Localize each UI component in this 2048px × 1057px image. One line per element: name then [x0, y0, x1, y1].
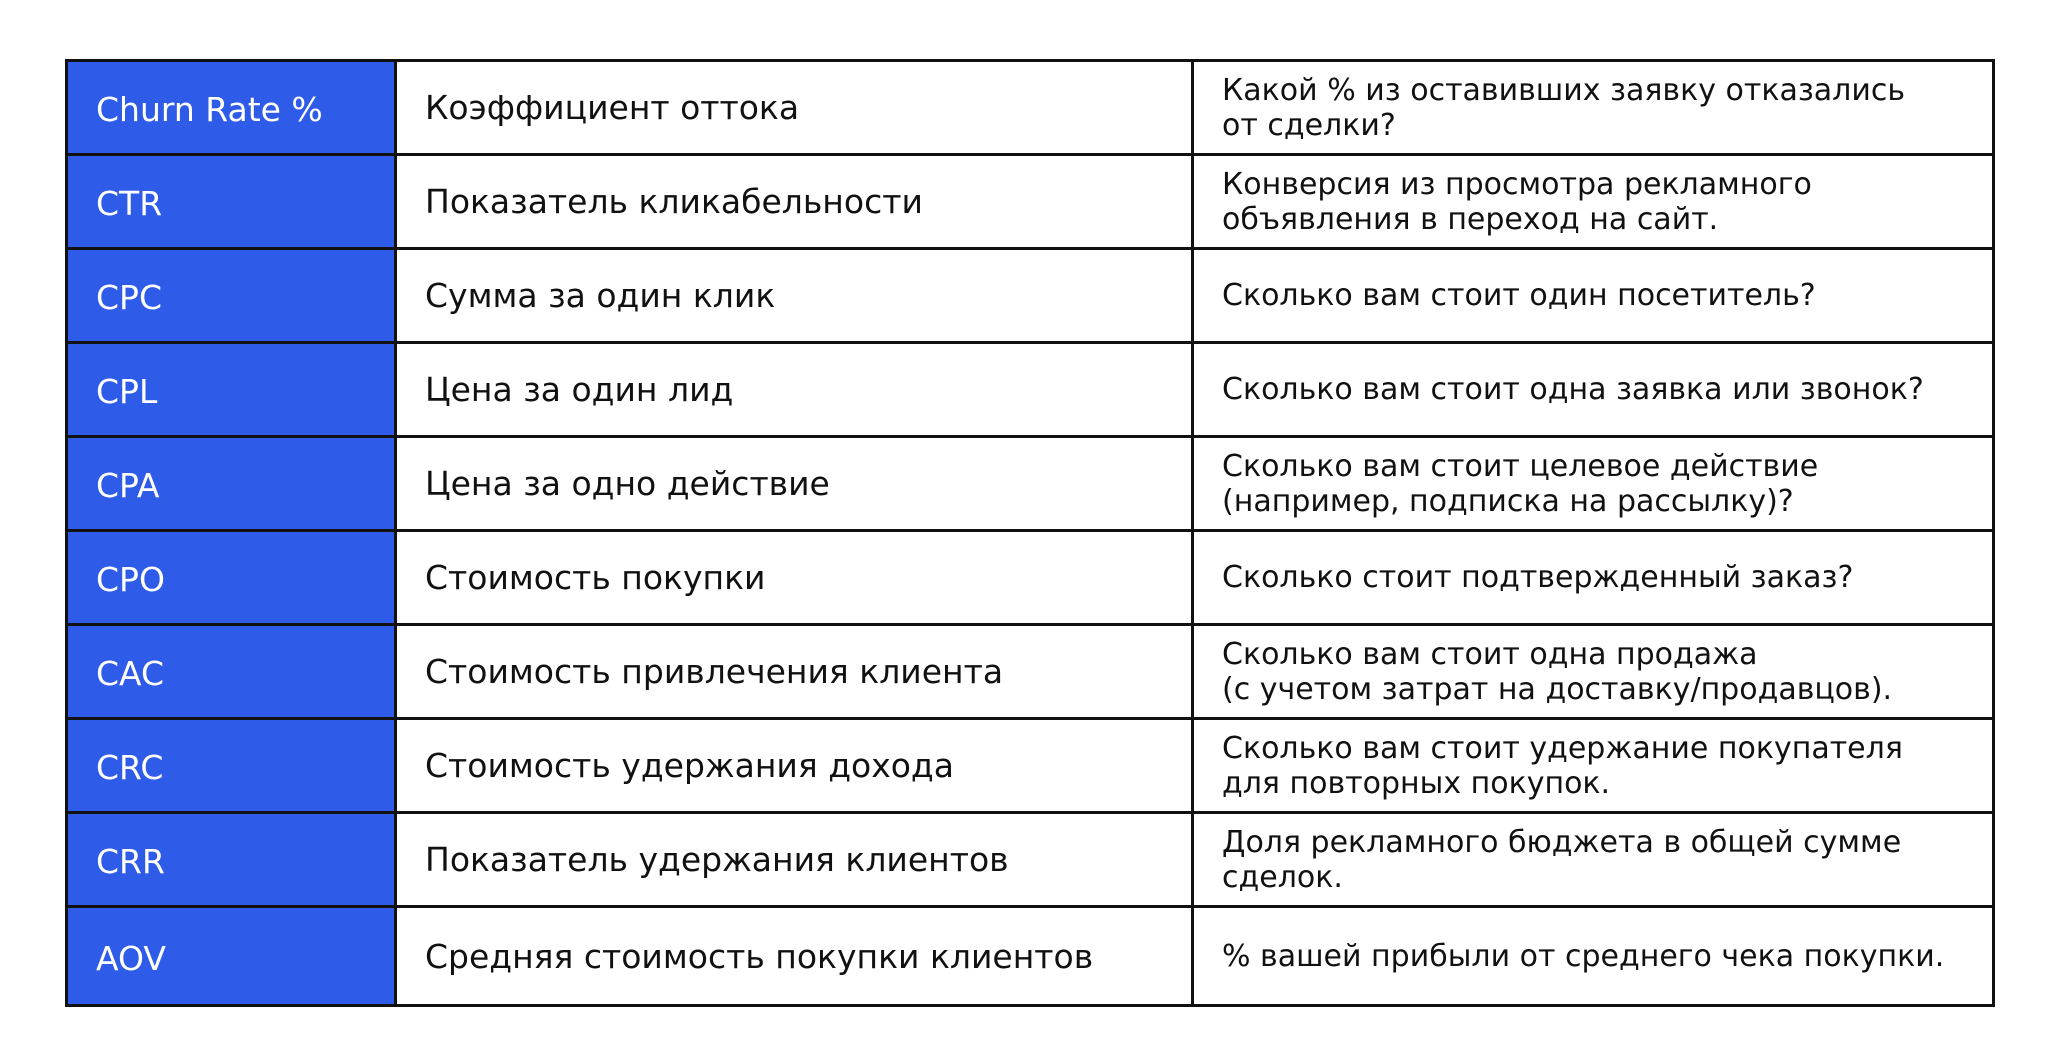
metric-name: Средняя стоимость покупки клиентов	[396, 907, 1193, 1006]
metric-abbreviation: AOV	[67, 907, 396, 1006]
metric-abbreviation: Churn Rate %	[67, 61, 396, 155]
metric-abbreviation: CPO	[67, 531, 396, 625]
metric-description: Сколько вам стоит одна заявка или звонок?	[1222, 372, 1924, 407]
table-row	[67, 343, 1994, 437]
metric-description-cell	[1193, 907, 1994, 1006]
metric-description: % вашей прибыли от среднего чека покупки.	[1222, 938, 1945, 974]
table-row	[67, 625, 1994, 719]
metric-name: Стоимость покупки	[396, 531, 1193, 625]
metric-name: Цена за один лид	[396, 343, 1193, 437]
metric-description-cell	[1193, 719, 1994, 813]
metric-abbreviation: CPC	[67, 249, 396, 343]
metric-name: Цена за одно действие	[396, 437, 1193, 531]
metric-description-cell	[1193, 437, 1994, 531]
metrics-table	[65, 59, 1995, 1007]
metric-description: Доля рекламного бюджета в общей сумме сделок.	[1222, 824, 1902, 895]
table-row	[67, 719, 1994, 813]
metric-description: Сколько стоит подтвержденный заказ?	[1222, 560, 1854, 595]
metric-abbreviation: CPL	[67, 343, 396, 437]
metric-description: Сколько вам стоит одна продажа (с учетом затрат на доставку/продавцов).	[1222, 636, 1893, 707]
metric-abbreviation: CAC	[67, 625, 396, 719]
metric-name: Коэффициент оттока	[396, 61, 1193, 155]
metric-name: Стоимость удержания дохода	[396, 719, 1193, 813]
metric-name: Показатель кликабельности	[396, 155, 1193, 249]
metric-abbreviation: CRC	[67, 719, 396, 813]
table-row	[67, 61, 1994, 155]
table-row	[67, 249, 1994, 343]
metric-description: Какой % из оставивших заявку отказались от сделки?	[1222, 72, 1906, 143]
metric-abbreviation: CTR	[67, 155, 396, 249]
table-row	[67, 907, 1994, 1006]
metric-description-cell	[1193, 813, 1994, 907]
metric-description-cell	[1193, 531, 1994, 625]
metric-abbreviation: CRR	[67, 813, 396, 907]
metric-description-cell	[1193, 625, 1994, 719]
metric-abbreviation: CPA	[67, 437, 396, 531]
metric-description: Сколько вам стоит один посетитель?	[1222, 278, 1816, 313]
metric-name: Сумма за один клик	[396, 249, 1193, 343]
metric-description-cell	[1193, 343, 1994, 437]
metric-description: Сколько вам стоит удержание покупателя для повторных покупок.	[1222, 730, 1903, 801]
table-row	[67, 155, 1994, 249]
metric-description-cell	[1193, 61, 1994, 155]
metric-description-cell	[1193, 249, 1994, 343]
metric-name: Показатель удержания клиентов	[396, 813, 1193, 907]
metric-description-cell	[1193, 155, 1994, 249]
table-row	[67, 437, 1994, 531]
metric-name: Стоимость привлечения клиента	[396, 625, 1193, 719]
metric-description: Сколько вам стоит целевое действие (например, подписка на рассылку)?	[1222, 448, 1819, 519]
metric-description: Конверсия из просмотра рекламного объявления в переход на сайт.	[1222, 166, 1812, 237]
table-row	[67, 531, 1994, 625]
table-row	[67, 813, 1994, 907]
